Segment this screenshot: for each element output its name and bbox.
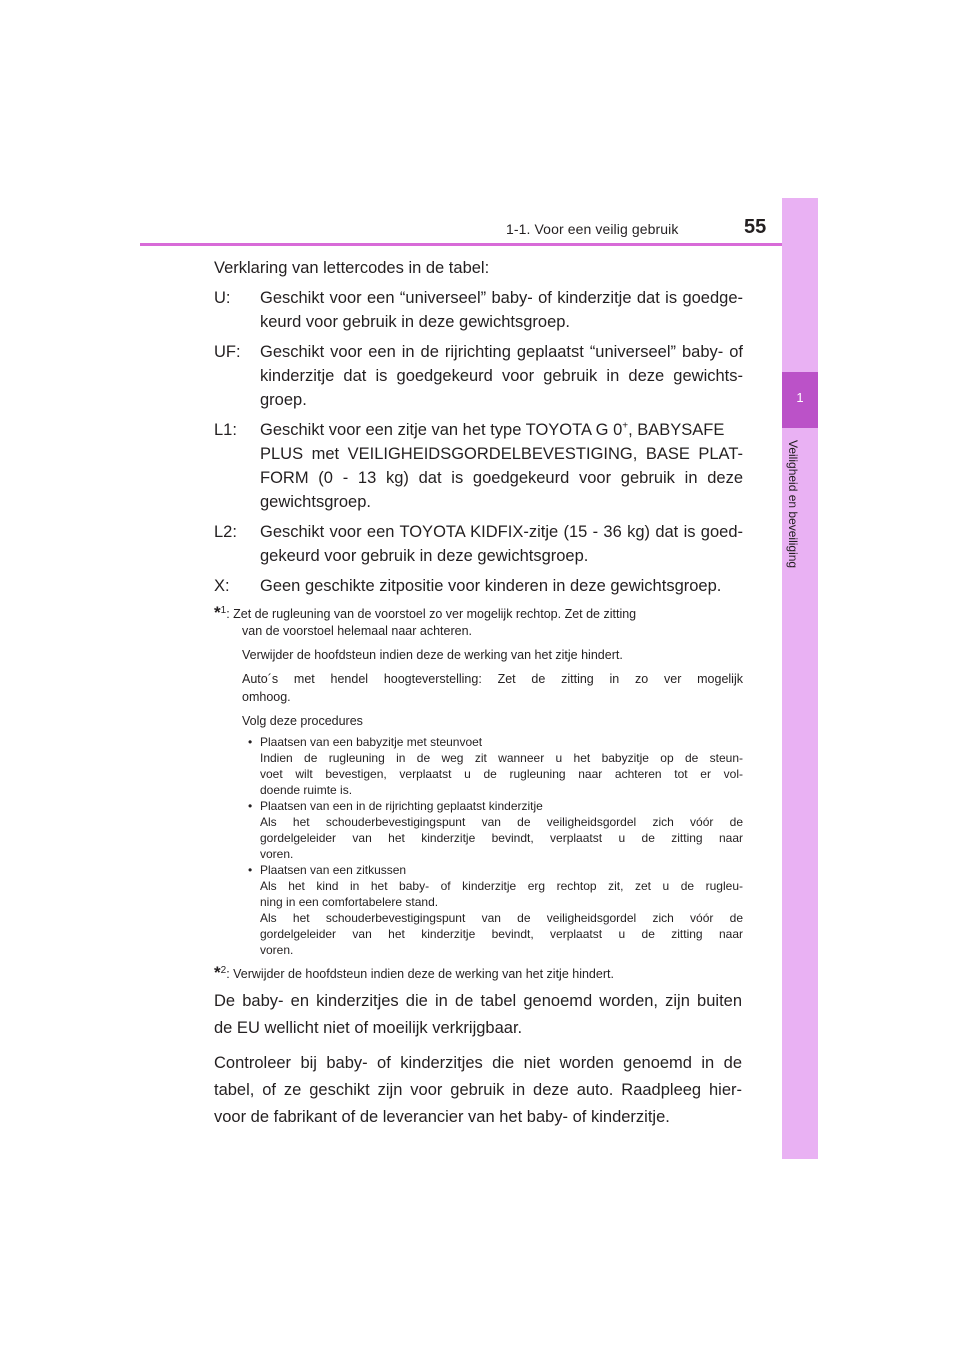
closing-line: Controleer bij baby- of kinderzitjes die niet worden genoemd in de	[214, 1054, 742, 1072]
bullet-line: Als het kind in het baby- of kinderzitje erg rechtop zit, zet u de rugleu-	[260, 879, 743, 893]
bullet-line: Als het schouderbevestigingspunt van de veiligheidsgordel zich vóór de	[260, 911, 743, 925]
code-u-line: keurd voor gebruik in deze gewichtsgroep.	[260, 313, 571, 331]
footnote-marker: *	[214, 963, 221, 982]
code-l2-line: gekeurd voor gebruik in deze gewichtsgroep.	[260, 547, 589, 565]
bullet-line: ning in een comfortabelere stand.	[260, 895, 439, 909]
footnote-1-para: Auto´s met hendel hoogteverstelling: Zet de zitting in zo ver mogelijk	[242, 672, 743, 686]
bullet-line: voren.	[260, 943, 294, 957]
footnote-1-line: Zet de rugleuning van de voorstoel zo ver mogelijk rechtop. Zet de zitting	[233, 607, 637, 621]
chapter-number: 1	[796, 390, 804, 405]
footnote-number: 1	[220, 604, 227, 616]
code-l1-line: gewichtsgroep.	[260, 493, 371, 511]
code-label-l1: L1:	[214, 421, 237, 439]
footnote-marker: *	[214, 603, 221, 622]
code-label-x: X:	[214, 577, 230, 595]
bullet-dot: •	[248, 735, 253, 749]
intro-text: Verklaring van lettercodes in de tabel:	[214, 259, 490, 277]
footnote-1-para: omhoog.	[242, 690, 291, 704]
closing-line: voor de fabrikant of de leverancier van het baby- of kinderzitje.	[214, 1108, 670, 1126]
code-label-l2: L2:	[214, 523, 237, 541]
footnote-1-para: Verwijder de hoofdsteun indien deze de werking van het zitje hindert.	[242, 648, 623, 662]
bullet-dot: •	[248, 799, 253, 813]
closing-line: de EU wellicht niet of moeilijk verkrijgbaar.	[214, 1019, 523, 1037]
footnote-1-para: Volg deze procedures	[242, 714, 363, 728]
code-uf-line: Geschikt voor een in de rijrichting geplaatst “universeel” baby- of	[260, 343, 743, 361]
code-label-uf: UF:	[214, 343, 241, 361]
code-l1-line: Geschikt voor een zitje van het type TOYOTA G 0	[260, 421, 623, 439]
bullet-line: Als het schouderbevestigingspunt van de veiligheidsgordel zich vóór de	[260, 815, 743, 829]
chapter-side-tab	[782, 198, 818, 1159]
code-l1-line: PLUS met VEILIGHEIDSGORDELBEVESTIGING, BASE PLAT-	[260, 445, 743, 463]
bullet-dot: •	[248, 863, 253, 877]
code-l2-line: Geschikt voor een TOYOTA KIDFIX-zitje (15 - 36 kg) dat is goed-	[260, 523, 743, 541]
bullet-title: Plaatsen van een in de rijrichting geplaatst kinderzitje	[260, 799, 543, 813]
page-number: 55	[744, 216, 767, 238]
closing-line: tabel, of ze geschikt zijn voor gebruik in deze auto. Raadpleeg hier-	[214, 1081, 742, 1099]
bullet-line: voren.	[260, 847, 294, 861]
code-l1-line: FORM (0 - 13 kg) dat is goedgekeurd voor gebruik in deze	[260, 469, 743, 487]
section-title: 1-1. Voor een veilig gebruik	[506, 221, 679, 237]
code-uf-line: groep.	[260, 391, 307, 409]
code-label-u: U:	[214, 289, 231, 307]
code-l1-line: , BABYSAFE	[628, 421, 725, 439]
bullet-line: voet wilt bevestigen, verplaatst u de rugleuning naar achteren tot er vol-	[260, 767, 743, 781]
footnote-1-first-line: *$^1$: Zet de rugleuning van de voorstoel zo ver mogelijk rechtop. Zet de zitting	[214, 603, 637, 622]
chapter-title: Veiligheid en beveiliging	[786, 440, 800, 569]
bullet-line: Indien de rugleuning in de weg zit wanneer u het babyzitje op de steun-	[260, 751, 743, 765]
footnote-number: 2	[220, 964, 227, 976]
bullet-line: doende ruimte is.	[260, 783, 353, 797]
code-uf-line: kinderzitje dat is goedgekeurd voor gebruik in deze gewichts-	[260, 367, 743, 385]
closing-line: De baby- en kinderzitjes die in de tabel genoemd worden, zijn buiten	[214, 992, 742, 1010]
footnote-1-line: van de voorstoel helemaal naar achteren.	[242, 624, 473, 638]
footnote-2-text: Verwijder de hoofdsteun indien deze de werking van het zitje hindert.	[233, 967, 614, 981]
bullet-line: gordelgeleider van het kinderzitje bevindt, verplaatst u de zitting naar	[260, 831, 743, 845]
code-l1-first-line	[260, 418, 743, 442]
header-rule	[140, 243, 818, 246]
plus-superscript: +	[622, 420, 629, 432]
code-x-line: Geen geschikte zitpositie voor kinderen in deze gewichtsgroep.	[260, 577, 722, 595]
bullet-title: Plaatsen van een zitkussen	[260, 863, 407, 877]
code-u-line: Geschikt voor een “universeel” baby- of kinderzitje dat is goedge-	[260, 289, 743, 307]
bullet-title: Plaatsen van een babyzitje met steunvoet	[260, 735, 483, 749]
footnote-2: *$^2$: Verwijder de hoofdsteun indien deze de werking van het zitje hindert.	[214, 963, 614, 982]
bullet-line: gordelgeleider van het kinderzitje bevindt, verplaatst u de zitting naar	[260, 927, 743, 941]
